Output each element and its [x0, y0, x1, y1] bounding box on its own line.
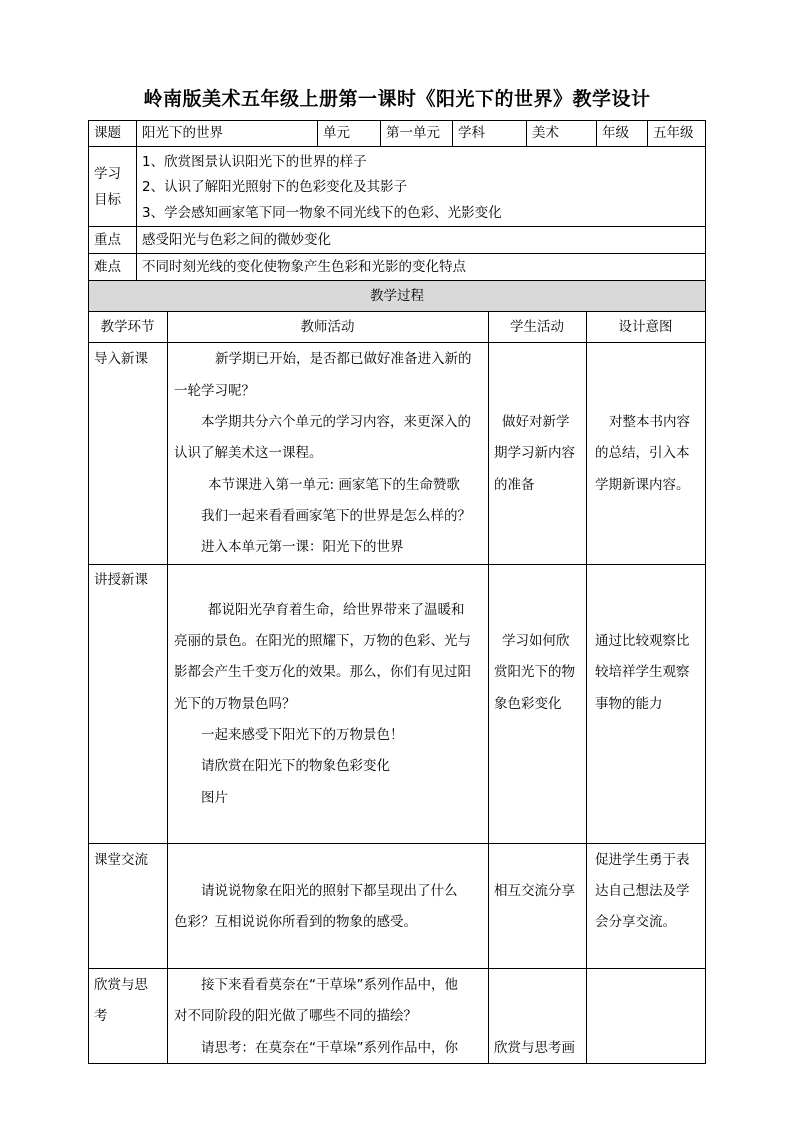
- intent-line: 较培祥学生观察: [595, 664, 690, 680]
- subject-label: 学科: [458, 125, 485, 141]
- row-divider: [88, 968, 706, 969]
- col-divider: [136, 120, 137, 280]
- student-line: 期学习新内容: [494, 445, 575, 461]
- objective-item: 3、学会感知画家笔下同一物象不同光线下的色彩、光影变化: [142, 205, 502, 221]
- col-divider: [586, 311, 587, 1064]
- objective-item: 1、欣赏图景认识阳光下的世界的样子: [142, 154, 367, 170]
- difficulty-label: 难点: [94, 259, 121, 275]
- intent-line: 通过比较观察比: [595, 633, 690, 649]
- teacher-line: 新学期已开始，是否都已做好准备进入新的: [215, 351, 472, 367]
- col-divider: [647, 120, 648, 146]
- student-line: 象色彩变化: [494, 696, 562, 712]
- teacher-line: 认识了解美术这一课程。: [174, 445, 323, 461]
- unit-value: 第一单元: [386, 125, 440, 141]
- student-line: 的准备: [494, 477, 535, 493]
- process-header: 教学过程: [370, 288, 424, 304]
- col-divider: [488, 311, 489, 1064]
- col-divider: [317, 120, 318, 146]
- objective-item: 2、认识了解阳光照射下的色彩变化及其影子: [142, 179, 408, 195]
- row-divider: [88, 564, 706, 565]
- table-border-bottom: [88, 1063, 706, 1064]
- teacher-line: 都说阳光孕育着生命，给世界带来了温暖和: [208, 602, 465, 618]
- row-divider: [88, 280, 706, 281]
- teacher-line: 本学期共分六个单元的学习内容，来更深入的: [201, 414, 471, 430]
- grade-value: 五年级: [653, 125, 694, 141]
- teacher-line: 请说说物象在阳光的照射下都呈现出了什么: [201, 883, 458, 899]
- teacher-line: 对不同阶段的阳光做了哪些不同的描绘？: [174, 1008, 417, 1024]
- stage-label: 考: [94, 1008, 108, 1024]
- row-divider: [88, 843, 706, 844]
- col-header-student: 学生活动: [510, 319, 564, 335]
- table-border-left: [88, 120, 89, 1064]
- row-divider: [88, 226, 706, 227]
- topic-value: 阳光下的世界: [142, 125, 223, 141]
- key-label: 重点: [94, 232, 121, 248]
- teacher-line: 亮丽的景色。在阳光的照耀下，万物的色彩、光与: [174, 633, 471, 649]
- col-divider: [380, 120, 381, 146]
- intent-line: 达自己想法及学: [595, 883, 690, 899]
- difficulty-value: 不同时刻光线的变化使物象产生色彩和光影的变化特点: [142, 259, 466, 275]
- key-value: 感受阳光与色彩之间的微妙变化: [142, 232, 331, 248]
- student-line: 相互交流分享: [494, 883, 575, 899]
- stage-label: 欣赏与思: [94, 977, 148, 993]
- objectives-label: 目标: [94, 192, 121, 208]
- col-divider: [526, 120, 527, 146]
- intent-line: 的总结，引入本: [595, 445, 690, 461]
- row-divider: [88, 342, 706, 343]
- student-line: 赏阳光下的物: [494, 664, 575, 680]
- unit-label: 单元: [323, 125, 350, 141]
- teacher-line: 本节课进入第一单元: 画家笔下的生命赞歌: [208, 477, 460, 493]
- teacher-line: 请欣赏在阳光下的物象色彩变化: [201, 758, 390, 774]
- teacher-line: 一起来感受下阳光下的万物景色！: [201, 727, 404, 743]
- col-divider: [596, 120, 597, 146]
- stage-label: 导入新课: [94, 351, 148, 367]
- row-divider: [88, 253, 706, 254]
- teacher-line: 图片: [201, 790, 228, 806]
- col-header-stage: 教学环节: [100, 319, 155, 335]
- teacher-line: 请思考：在莫奈在“干草垛”系列作品中，你: [201, 1040, 458, 1056]
- intent-line: 事物的能力: [595, 696, 663, 712]
- col-header-intent: 设计意图: [618, 319, 673, 335]
- row-divider: [88, 146, 706, 147]
- intent-line: 促进学生勇于表: [595, 852, 690, 868]
- stage-label: 课堂交流: [94, 852, 148, 868]
- intent-line: 会分享交流。: [595, 914, 676, 930]
- student-line: 学习如何欣: [502, 633, 570, 649]
- table-border-right: [705, 120, 706, 1064]
- col-divider: [167, 311, 168, 1064]
- col-header-teacher: 教师活动: [300, 319, 355, 335]
- student-line: 欣赏与思考画: [494, 1040, 575, 1056]
- teacher-line: 接下来看看莫奈在“干草垛”系列作品中，他: [201, 977, 458, 993]
- grade-label: 年级: [602, 125, 629, 141]
- teacher-line: 光下的万物景色吗？: [174, 696, 296, 712]
- student-line: 做好对新学: [502, 414, 570, 430]
- table-border-top: [88, 120, 706, 121]
- row-divider: [88, 311, 706, 312]
- teacher-line: 我们一起来看看画家笔下的世界是怎么样的？: [201, 508, 471, 524]
- document-title: 岭南版美术五年级上册第一课时《阳光下的世界》教学设计: [143, 88, 651, 110]
- stage-label: 讲授新课: [94, 572, 148, 588]
- objectives-label: 学习: [94, 166, 121, 182]
- teacher-line: 色彩？互相说说你所看到的物象的感受。: [174, 914, 417, 930]
- subject-value: 美术: [532, 125, 559, 141]
- teacher-line: 进入本单元第一课：阳光下的世界: [201, 539, 404, 555]
- teacher-line: 影都会产生千变万化的效果。那么，你们有见过阳: [174, 664, 471, 680]
- teacher-line: 一轮学习呢？: [174, 383, 255, 399]
- intent-line: 学期新课内容。: [595, 477, 690, 493]
- intent-line: 对整本书内容: [609, 414, 690, 430]
- topic-label: 课题: [94, 125, 121, 141]
- col-divider: [452, 120, 453, 146]
